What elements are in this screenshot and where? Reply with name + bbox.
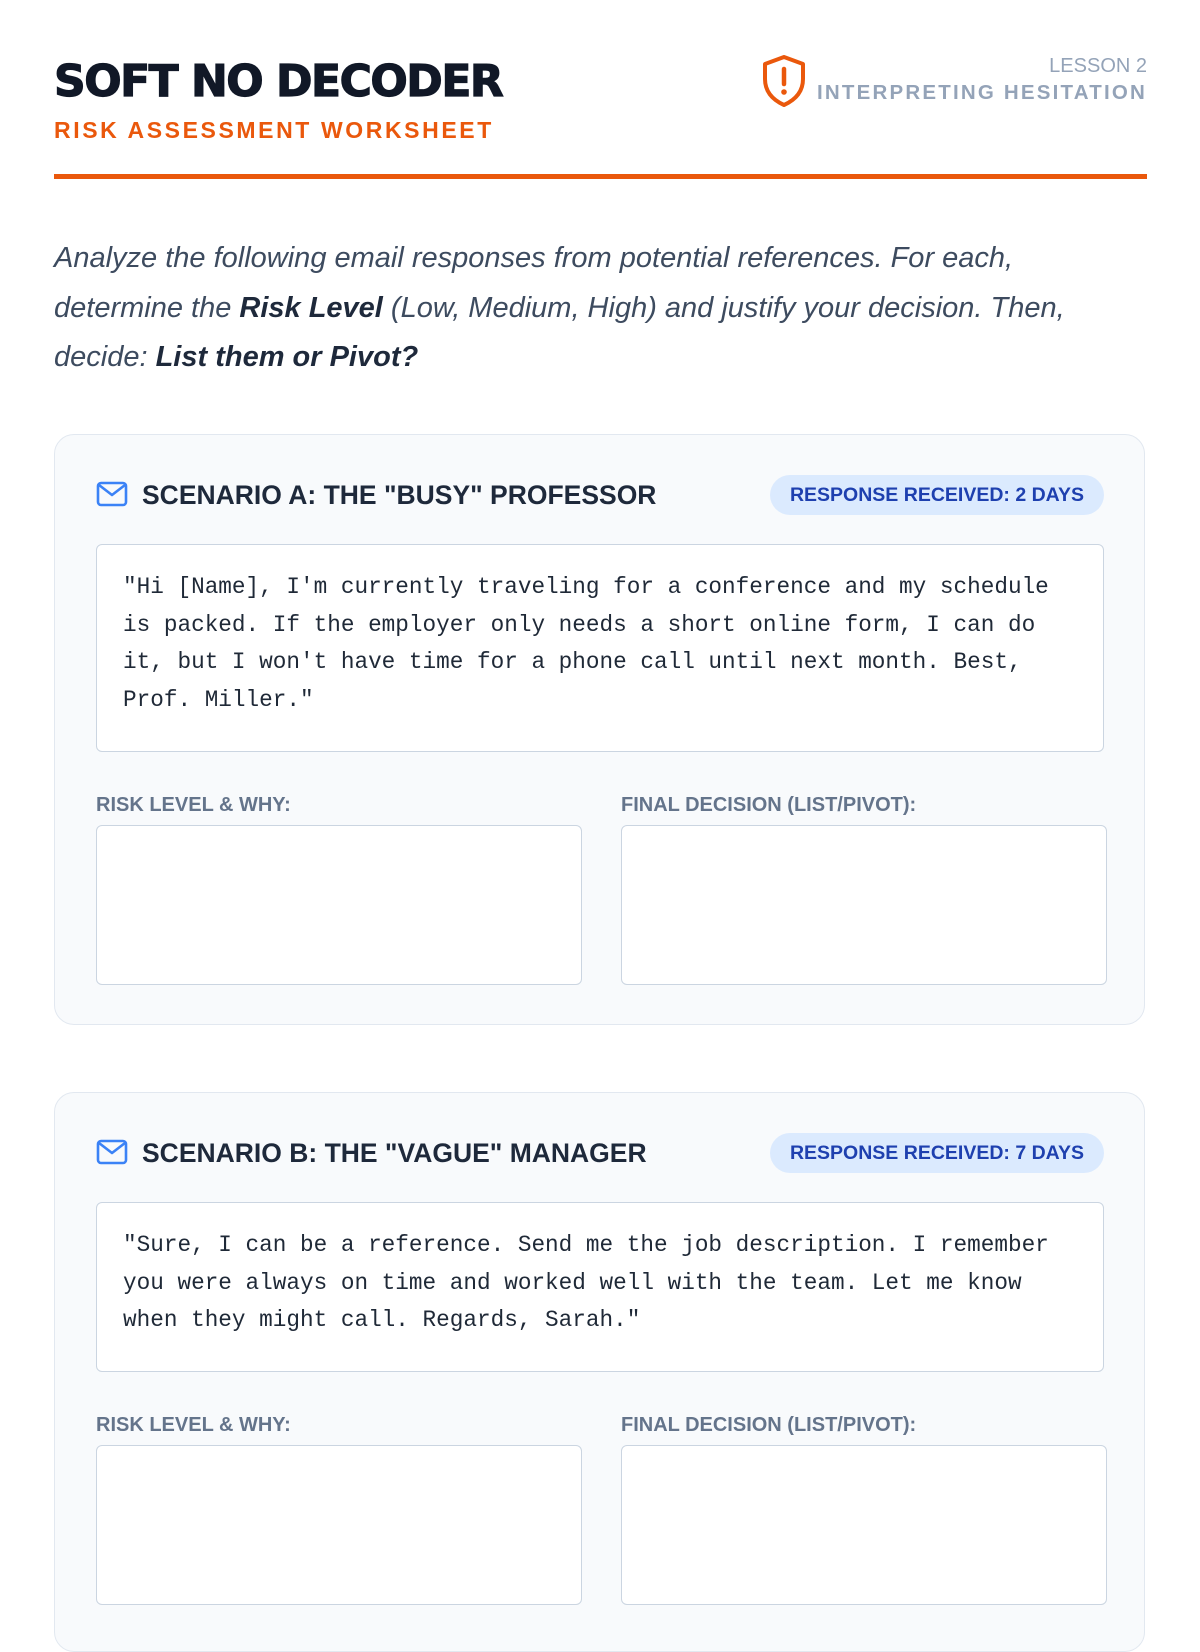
- page-subtitle: RISK ASSESSMENT WORKSHEET: [54, 117, 494, 143]
- shield-alert-icon: [761, 54, 807, 108]
- final-decision-answer-box[interactable]: [621, 825, 1107, 985]
- email-quote: "Sure, I can be a reference. Send me the job description. I remember you were always on time and worked well with the team. Let me know when they might call. Regards, Sarah.": [96, 1202, 1104, 1372]
- scenario-title: SCENARIO B: THE "VAGUE" MANAGER: [142, 1138, 647, 1168]
- email-quote: "Hi [Name], I'm currently traveling for a conference and my schedule is packed. If the employer only needs a short online form, I can do it, but I won't have time for a phone call until next month. Best, Prof. Miller.": [96, 544, 1104, 752]
- mail-icon: [96, 481, 128, 507]
- scenario-title: SCENARIO A: THE "BUSY" PROFESSOR: [142, 480, 657, 510]
- lesson-topic: INTERPRETING HESITATION: [816, 81, 1147, 104]
- response-time-badge: RESPONSE RECEIVED: 7 DAYS: [770, 1133, 1104, 1173]
- response-time-badge: RESPONSE RECEIVED: 2 DAYS: [770, 475, 1104, 515]
- final-decision-label: FINAL DECISION (LIST/PIVOT):: [621, 1414, 917, 1436]
- risk-level-answer-box[interactable]: [96, 1445, 582, 1605]
- lesson-info: [817, 52, 1147, 106]
- risk-level-label: RISK LEVEL & WHY:: [96, 1414, 291, 1436]
- instructions-text-1: Analyze the following email responses from potential references. For each, determine the: [54, 242, 1014, 324]
- scenario-card-b: [54, 1092, 1145, 1652]
- worksheet-header: [54, 0, 1147, 182]
- mail-icon: [96, 1139, 128, 1165]
- page-title: SOFT NO DECODER: [54, 56, 503, 107]
- final-decision-answer-box[interactable]: [621, 1445, 1107, 1605]
- scenario-header: [96, 475, 1104, 515]
- scenario-header: [96, 1133, 1104, 1173]
- lesson-number: LESSON 2: [1049, 55, 1147, 77]
- instructions-bold-2: List them or Pivot?: [155, 341, 419, 373]
- worksheet-page: [54, 0, 1147, 1436]
- risk-level-answer-box[interactable]: [96, 825, 582, 985]
- scenario-card-a: [54, 434, 1145, 1025]
- risk-level-label: RISK LEVEL & WHY:: [96, 794, 291, 816]
- header-divider: [54, 174, 1147, 179]
- instructions-text-2: (Low, Medium, High) and justify your decision. Then, decide:: [54, 291, 1065, 373]
- instructions-bold-1: Risk Level: [239, 291, 383, 324]
- instructions: [54, 234, 1147, 383]
- final-decision-label: FINAL DECISION (LIST/PIVOT):: [621, 794, 917, 816]
